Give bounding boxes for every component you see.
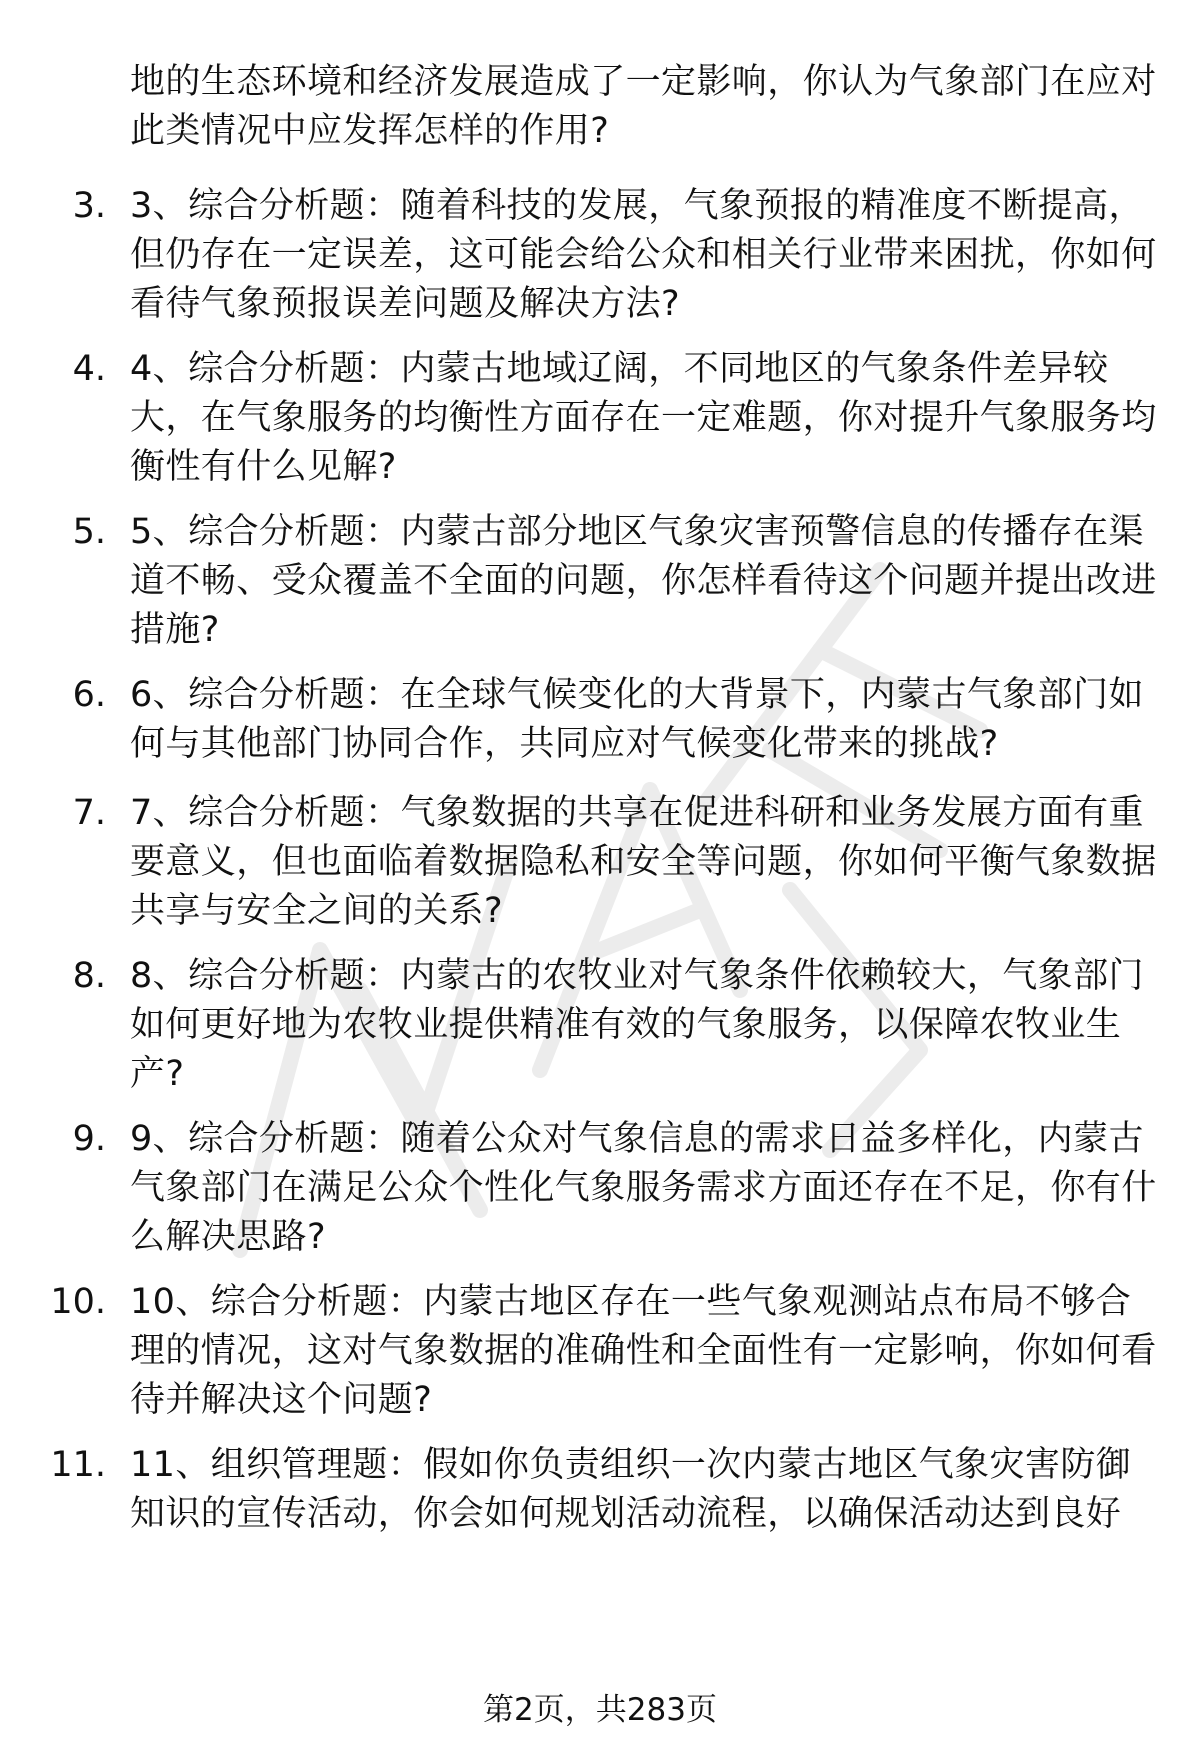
question-text: 4、综合分析题：内蒙古地域辽阔，不同地区的气象条件差异较大，在气象服务的均衡性方面存在一定难题，你对提升气象服务均衡性有什么见解?: [130, 349, 1157, 487]
list-number: 8.: [72, 956, 106, 996]
list-number: 7.: [72, 793, 106, 833]
question-text: 3、综合分析题：随着科技的发展，气象预报的精准度不断提高，但仍存在一定误差，这可能会给公众和相关行业带来困扰，你如何看待气象预报误差问题及解决方法?: [130, 186, 1157, 324]
question-text: 6、综合分析题：在全球气候变化的大背景下，内蒙古气象部门如何与其他部门协同合作，共同应对气候变化带来的挑战?: [130, 675, 1144, 764]
list-number: 6.: [72, 675, 106, 715]
list-number: 4.: [72, 349, 106, 389]
continuation-text: 地的生态环境和经济发展造成了一定影响，你认为气象部门在应对此类情况中应发挥怎样的作用?: [130, 62, 1157, 151]
list-number: 11.: [50, 1445, 106, 1485]
list-number: 10.: [50, 1282, 106, 1322]
question-text: 10、综合分析题：内蒙古地区存在一些气象观测站点布局不够合理的情况，这对气象数据的准确性和全面性有一定影响，你如何看待并解决这个问题?: [130, 1282, 1157, 1420]
question-text: 7、综合分析题：气象数据的共享在促进科研和业务发展方面有重要意义，但也面临着数据隐私和安全等问题，你如何平衡气象数据共享与安全之间的关系?: [130, 793, 1157, 931]
question-text: 11、组织管理题：假如你负责组织一次内蒙古地区气象灾害防御知识的宣传活动，你会如何规划活动流程，以确保活动达到良好: [130, 1445, 1132, 1534]
question-text: 9、综合分析题：随着公众对气象信息的需求日益多样化，内蒙古气象部门在满足公众个性化气象服务需求方面还存在不足，你有什么解决思路?: [130, 1119, 1157, 1257]
page-footer: 第2页，共283页: [483, 1692, 717, 1728]
list-number: 5.: [72, 512, 106, 552]
question-text: 8、综合分析题：内蒙古的农牧业对气象条件依赖较大，气象部门如何更好地为农牧业提供精准有效的气象服务，以保障农牧业生产?: [130, 956, 1144, 1094]
list-number: 3.: [72, 186, 106, 226]
question-text: 5、综合分析题：内蒙古部分地区气象灾害预警信息的传播存在渠道不畅、受众覆盖不全面的问题，你怎样看待这个问题并提出改进措施?: [130, 512, 1157, 650]
list-number: 9.: [72, 1119, 106, 1159]
